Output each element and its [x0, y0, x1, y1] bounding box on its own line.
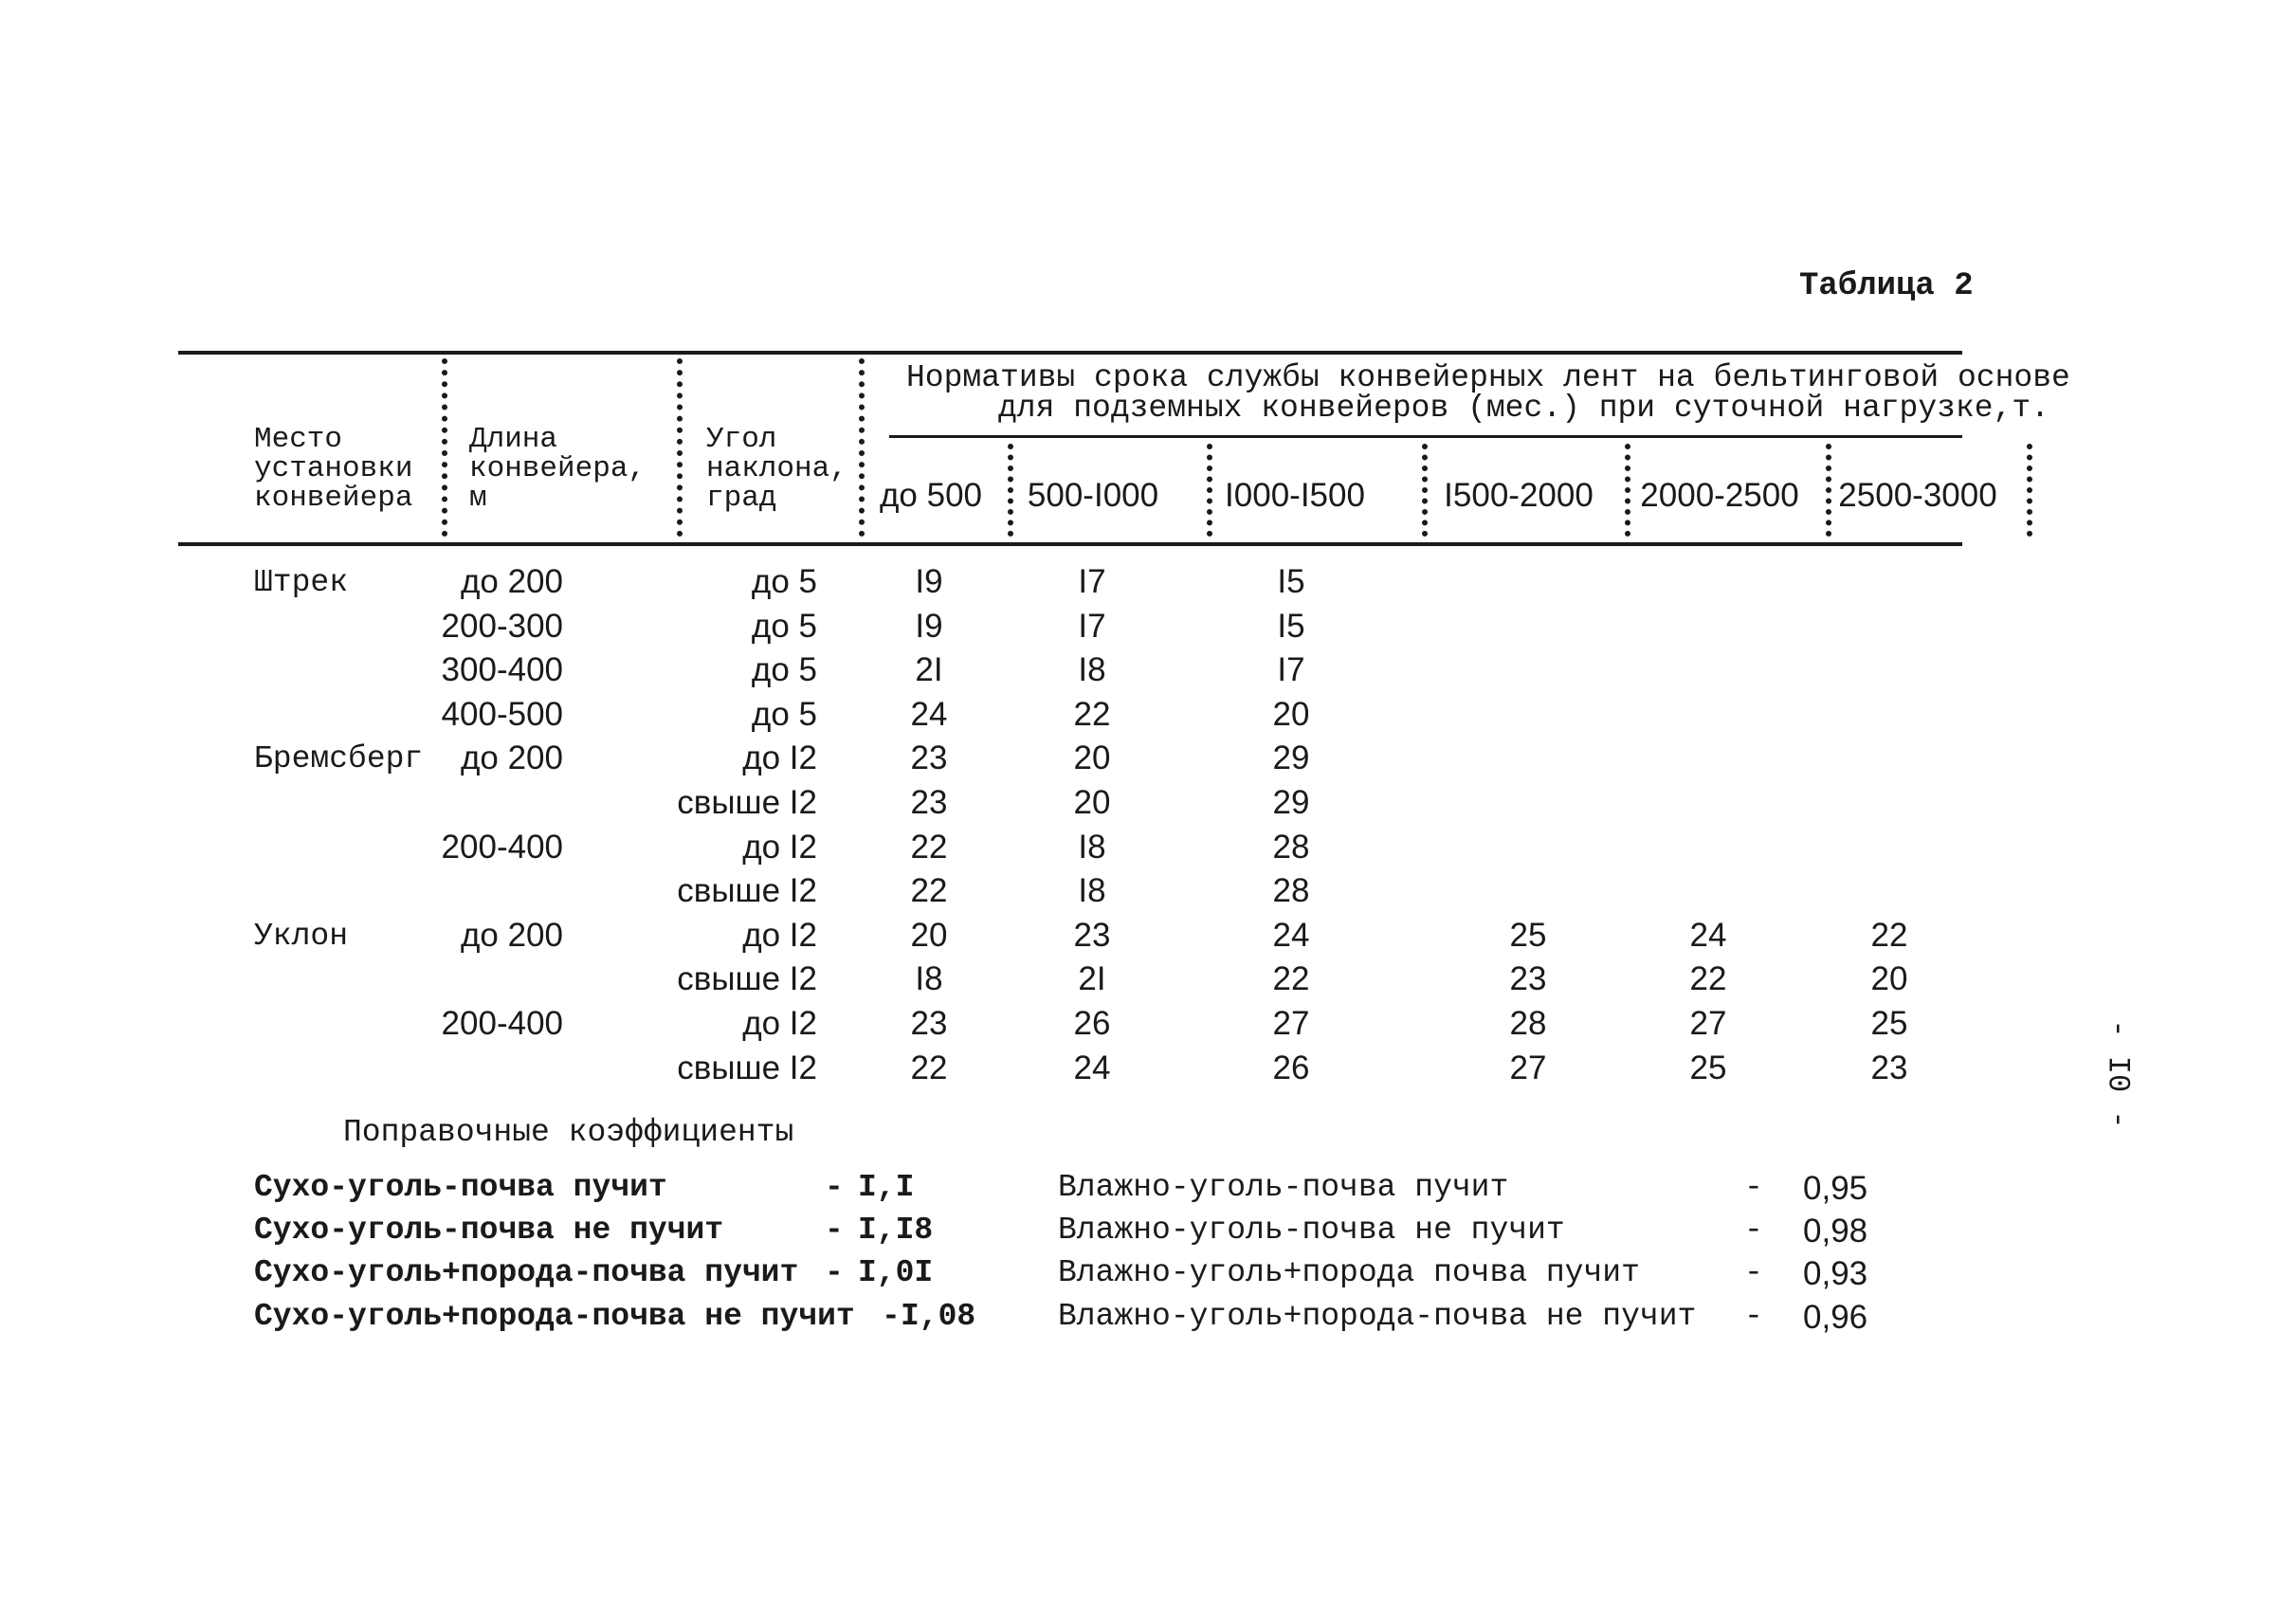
cell-value: 23 [1870, 1049, 1908, 1086]
coefficient-row [254, 1172, 667, 1203]
coefficient-value: I,08 [901, 1299, 976, 1334]
cell-place: Бремсберг [254, 741, 424, 776]
cell-place: Уклон [254, 919, 349, 954]
coefficient-row [254, 1214, 723, 1246]
cell-value: 24 [1689, 917, 1727, 954]
cell-value: 20 [1870, 960, 1908, 997]
cell-angle: до I2 [742, 739, 817, 776]
cell-value: 27 [1509, 1049, 1547, 1086]
coefficient-value: I,I [858, 1170, 915, 1205]
coefficient-value: 0,93 [1803, 1255, 1868, 1292]
cell-value: I5 [1277, 563, 1305, 600]
cell-value: I8 [915, 960, 943, 997]
cell-angle: до 5 [751, 608, 817, 645]
cell-angle: свыше I2 [677, 960, 817, 997]
cell-place: Штрек [254, 565, 349, 600]
header-place: Место установки конвейера [254, 423, 413, 515]
col-separator [1826, 444, 1831, 537]
cell-value: 24 [1073, 1049, 1111, 1086]
coefficient-dash: - [1744, 1255, 1763, 1290]
cell-value: I8 [1078, 651, 1106, 688]
cell-value: I9 [915, 608, 943, 645]
cell-value: 23 [910, 1005, 948, 1042]
header-group-title-line2: для подземных конвейеров (мес.) при суточной нагрузке,т. [998, 391, 2049, 426]
cell-value: 25 [1509, 917, 1547, 954]
coefficient-dash: - [825, 1213, 844, 1248]
cell-value: 28 [1272, 829, 1310, 866]
cell-angle: свыше I2 [677, 872, 817, 909]
col-separator [2027, 444, 2032, 537]
coefficient-label: Влажно-уголь+порода-почва не пучит [1058, 1299, 1697, 1334]
cell-length: 200-400 [441, 1005, 563, 1042]
header-load-0: до 500 [879, 477, 983, 514]
cell-value: 25 [1689, 1049, 1727, 1086]
coefficient-label: Влажно-уголь+порода почва пучит [1058, 1255, 1640, 1290]
coefficient-dash: - [825, 1170, 844, 1205]
col-separator [442, 358, 447, 537]
header-angle: Угол наклона, град [706, 423, 847, 515]
coefficient-label: Влажно-уголь-почва не пучит [1058, 1213, 1565, 1248]
col-separator [1625, 444, 1630, 537]
coefficient-dash: - [882, 1299, 901, 1334]
cell-angle: до I2 [742, 917, 817, 954]
cell-angle: до 5 [751, 651, 817, 688]
table-caption: Таблица 2 [1799, 268, 1974, 304]
cell-value: 25 [1870, 1005, 1908, 1042]
cell-value: 23 [910, 784, 948, 821]
cell-value: I5 [1277, 608, 1305, 645]
cell-value: 22 [910, 1049, 948, 1086]
cell-length: до 200 [460, 917, 563, 954]
cell-value: 22 [1689, 960, 1727, 997]
cell-length: 200-300 [441, 608, 563, 645]
header-load-5: 2500-3000 [1838, 477, 1997, 514]
header-group-title-line1: Нормативы срока службы конвейерных лент на бельтинговой основе [906, 360, 2070, 395]
coefficient-value: 0,95 [1803, 1170, 1868, 1207]
cell-value: 22 [910, 829, 948, 866]
cell-value: I8 [1078, 829, 1106, 866]
cell-value: 29 [1272, 784, 1310, 821]
cell-angle: свыше I2 [677, 1049, 817, 1086]
coefficient-label: Сухо-уголь+порода-почва не пучит [254, 1299, 855, 1334]
cell-value: I7 [1078, 608, 1106, 645]
col-separator [1207, 444, 1212, 537]
header-load-2: I000-I500 [1225, 477, 1365, 514]
header-load-3: I500-2000 [1444, 477, 1594, 514]
header-load-1: 500-I000 [1027, 477, 1159, 514]
cell-angle: до 5 [751, 696, 817, 733]
col-separator [677, 358, 683, 537]
header-bottom-rule [178, 542, 1962, 546]
coefficient-dash: - [1744, 1213, 1763, 1248]
cell-length: 400-500 [441, 696, 563, 733]
cell-value: I7 [1277, 651, 1305, 688]
cell-value: 28 [1272, 872, 1310, 909]
cell-length: до 200 [460, 739, 563, 776]
cell-value: 2I [915, 651, 943, 688]
coefficient-dash: - [1744, 1299, 1763, 1334]
cell-value: 20 [1073, 739, 1111, 776]
cell-value: I7 [1078, 563, 1106, 600]
col-separator [859, 358, 865, 537]
coefficient-value: 0,96 [1803, 1299, 1868, 1336]
coefficient-dash: - [825, 1255, 844, 1290]
cell-length: 200-400 [441, 829, 563, 866]
coefficient-row [254, 1301, 855, 1332]
coefficient-dash: - [1744, 1170, 1763, 1205]
coefficient-value: 0,98 [1803, 1213, 1868, 1250]
coefficient-row [254, 1257, 798, 1288]
cell-value: 27 [1272, 1005, 1310, 1042]
header-length: Длина конвейера, м [469, 423, 647, 515]
table-top-rule [178, 351, 1962, 355]
cell-value: 20 [1272, 696, 1310, 733]
group-header-rule [889, 435, 1962, 438]
cell-value: I9 [915, 563, 943, 600]
coefficient-label: Сухо-уголь-почва пучит [254, 1170, 667, 1205]
coefficient-value: I,0I [858, 1255, 934, 1290]
cell-value: 23 [1509, 960, 1547, 997]
cell-value: 24 [1272, 917, 1310, 954]
cell-value: 20 [910, 917, 948, 954]
cell-value: 22 [1073, 696, 1111, 733]
cell-value: 27 [1689, 1005, 1727, 1042]
cell-value: I8 [1078, 872, 1106, 909]
coefficient-label: Сухо-уголь+порода-почва пучит [254, 1255, 799, 1290]
cell-value: 23 [1073, 917, 1111, 954]
cell-value: 2I [1078, 960, 1106, 997]
cell-value: 26 [1272, 1049, 1310, 1086]
cell-length: до 200 [460, 563, 563, 600]
col-separator [1422, 444, 1428, 537]
coefficients-title: Поправочные коэффициенты [343, 1115, 794, 1150]
cell-value: 22 [910, 872, 948, 909]
col-separator [1008, 444, 1013, 537]
coefficient-label: Влажно-уголь-почва пучит [1058, 1170, 1509, 1205]
cell-value: 29 [1272, 739, 1310, 776]
cell-angle: до 5 [751, 563, 817, 600]
cell-angle: до I2 [742, 1005, 817, 1042]
coefficient-label: Сухо-уголь-почва не пучит [254, 1213, 724, 1248]
coefficient-value: I,I8 [858, 1213, 934, 1248]
cell-angle: свыше I2 [677, 784, 817, 821]
cell-value: 23 [910, 739, 948, 776]
cell-value: 22 [1870, 917, 1908, 954]
cell-value: 24 [910, 696, 948, 733]
cell-value: 26 [1073, 1005, 1111, 1042]
cell-angle: до I2 [742, 829, 817, 866]
cell-length: 300-400 [441, 651, 563, 688]
header-load-4: 2000-2500 [1640, 477, 1799, 514]
cell-value: 22 [1272, 960, 1310, 997]
page-number: - I0 - [2100, 1019, 2136, 1129]
cell-value: 28 [1509, 1005, 1547, 1042]
cell-value: 20 [1073, 784, 1111, 821]
